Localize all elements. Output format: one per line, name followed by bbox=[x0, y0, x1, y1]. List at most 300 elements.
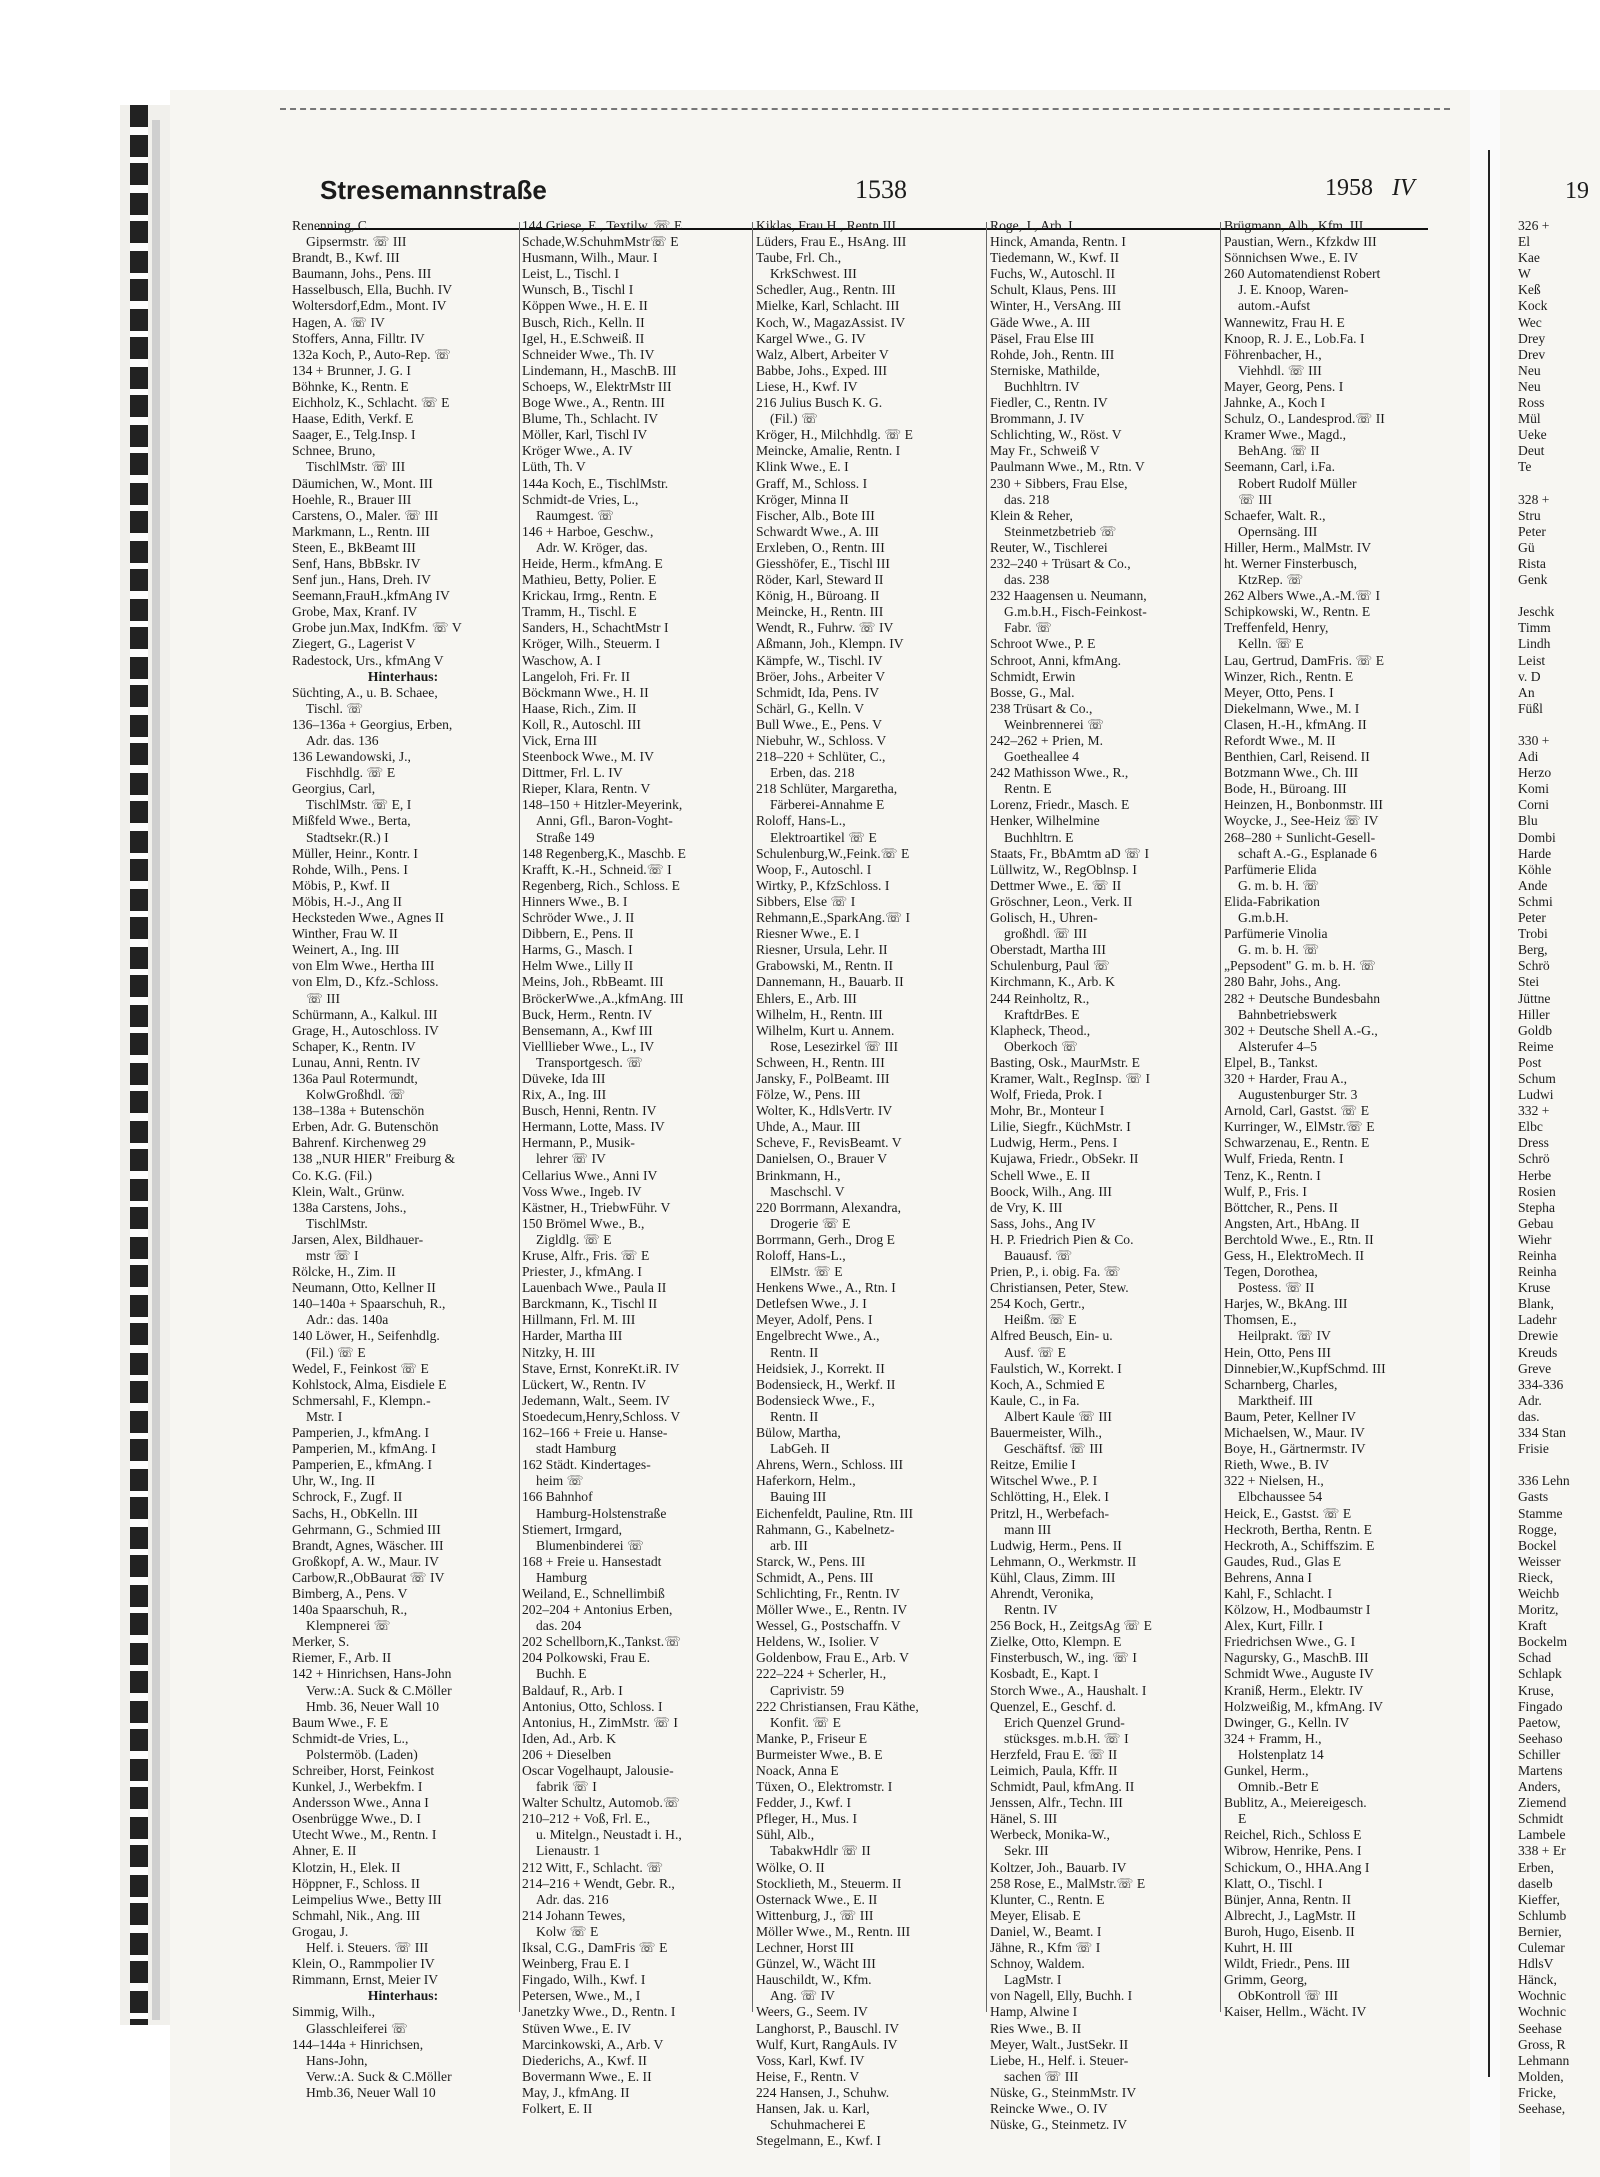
directory-entry: Michaelsen, W., Maur. IV bbox=[1224, 1425, 1365, 1441]
directory-entry: May Fr., Schweiß V bbox=[990, 443, 1100, 459]
directory-entry: Iksal, C.G., DamFris ☏ E bbox=[522, 1940, 668, 1956]
directory-entry: mann III bbox=[1004, 1521, 1052, 1537]
directory-entry: Werbeck, Monika-W., bbox=[990, 1827, 1110, 1843]
next-page-line: Fricke, bbox=[1518, 2084, 1557, 2100]
directory-entry: Diederichs, A., Kwf. II bbox=[522, 2052, 647, 2068]
next-page-line: Rosien bbox=[1518, 1183, 1556, 1199]
directory-entry: Lorenz, Friedr., Masch. E bbox=[990, 797, 1130, 813]
directory-entry: Meincke, H., Rentn. III bbox=[756, 604, 884, 620]
directory-entry: Walter Schultz, Automob.☏ bbox=[522, 1795, 680, 1811]
directory-entry: Rose, Lesezirkel ☏ III bbox=[770, 1038, 898, 1054]
directory-entry: Lechner, Horst III bbox=[756, 1940, 854, 1956]
directory-entry: Haase, Rich., Zim. II bbox=[522, 700, 637, 716]
directory-entry: Kühl, Claus, Zimm. III bbox=[990, 1569, 1116, 1585]
directory-entry: Schoeps, W., ElektrMstr III bbox=[522, 378, 672, 394]
next-page-line: v. D bbox=[1518, 668, 1541, 684]
directory-entry: Bauausf. ☏ bbox=[1004, 1248, 1073, 1263]
directory-entry: KrkSchwest. III bbox=[770, 266, 857, 282]
directory-entry: Lunau, Anni, Rentn. IV bbox=[292, 1054, 421, 1070]
directory-entry: Baldauf, R., Arb. I bbox=[522, 1682, 623, 1698]
directory-entry: Riemer, F., Arb. II bbox=[292, 1650, 392, 1666]
directory-entry: (Fil.) ☏ E bbox=[306, 1344, 366, 1360]
next-page-line: Peter bbox=[1518, 910, 1546, 926]
directory-entry: KraftdrBes. E bbox=[1004, 1006, 1080, 1022]
next-page-line: Lindh bbox=[1518, 636, 1551, 652]
directory-entry: 206 + Dieselben bbox=[522, 1746, 612, 1762]
directory-entry: 232–240 + Trüsart & Co., bbox=[990, 555, 1131, 571]
directory-entry: Gess, H., ElektroMech. II bbox=[1224, 1248, 1365, 1263]
directory-entry: Uhr, W., Ing. II bbox=[292, 1473, 375, 1489]
directory-entry: Geschäftsf. ☏ III bbox=[1004, 1441, 1103, 1457]
directory-entry: Elida-Fabrikation bbox=[1224, 893, 1320, 909]
next-page-line: Schlapk bbox=[1518, 1666, 1562, 1682]
directory-entry: Witschel Wwe., P. I bbox=[990, 1473, 1098, 1489]
directory-entry: Carstens, O., Maler. ☏ III bbox=[292, 507, 439, 523]
directory-entry: 146 + Harboe, Geschw., bbox=[522, 523, 654, 539]
directory-entry: Finsterbusch, W., ing. ☏ I bbox=[990, 1650, 1137, 1666]
directory-entry: Leimich, Paula, Kffr. II bbox=[990, 1763, 1118, 1778]
directory-entry: Krafft, K.-H., Schneid.☏ I bbox=[522, 861, 672, 877]
directory-entry: Antonius, Otto, Schloss. I bbox=[522, 1698, 663, 1714]
directory-entry: Bodensieck, H., Werkf. II bbox=[756, 1376, 896, 1392]
directory-entry: Stadtsekr.(R.) I bbox=[306, 829, 389, 845]
directory-entry: Mißfeld Wwe., Berta, bbox=[292, 813, 411, 829]
directory-entry: Prien, P., i. obig. Fa. ☏ bbox=[990, 1264, 1121, 1280]
directory-entry: Haase, Edith, Verkf. E bbox=[292, 411, 414, 427]
directory-entry: Kujawa, Friedr., ObSekr. II bbox=[990, 1151, 1139, 1167]
next-page-line: Dombi bbox=[1518, 829, 1556, 845]
directory-entry: Brinkmann, H., bbox=[756, 1167, 841, 1183]
directory-entry: Boye, H., Gärtnermstr. IV bbox=[1224, 1441, 1366, 1457]
directory-entry: Meyer, Elisab. E bbox=[990, 1907, 1081, 1923]
directory-entry: Polstermöb. (Laden) bbox=[306, 1746, 418, 1762]
directory-entry: Seemann, Carl, i.Fa. bbox=[1224, 459, 1335, 475]
directory-entry: Schaper, K., Rentn. IV bbox=[292, 1038, 416, 1054]
directory-entry: Rentn. II bbox=[770, 1408, 819, 1424]
directory-entry: autom.-Aufst bbox=[1238, 298, 1311, 314]
next-page-line: 336 Lehn bbox=[1518, 1473, 1570, 1489]
directory-entry: Ang. ☏ IV bbox=[770, 1988, 835, 2004]
directory-entry: Detlefsen Wwe., J. I bbox=[756, 1296, 867, 1312]
directory-entry: Bensemann, A., Kwf III bbox=[522, 1022, 653, 1038]
directory-entry: Stoffers, Anna, Filltr. IV bbox=[292, 330, 425, 346]
directory-entry: Adr.: das. 140a bbox=[306, 1312, 389, 1328]
directory-entry: Iden, Ad., Arb. K bbox=[522, 1730, 617, 1746]
directory-entry: Friedrichsen Wwe., G. I bbox=[1224, 1634, 1356, 1650]
directory-entry: Gunkel, Herm., bbox=[1224, 1763, 1309, 1778]
directory-entry: Harder, Martha III bbox=[522, 1328, 623, 1344]
directory-entry: ObKontroll ☏ III bbox=[1238, 1988, 1339, 2004]
directory-entry: Bröer, Johs., Arbeiter V bbox=[756, 668, 886, 684]
directory-entry: Wilhelm, H., Rentn. III bbox=[756, 1006, 883, 1022]
directory-entry: Böckmann Wwe., H. II bbox=[522, 684, 649, 700]
next-page-line: Kruse bbox=[1518, 1280, 1551, 1296]
directory-entry: Lüders, Frau E., HsAng. III bbox=[756, 234, 907, 250]
directory-entry: J. E. Knoop, Waren- bbox=[1238, 282, 1349, 298]
directory-entry: Gröschner, Leon., Verk. II bbox=[990, 893, 1133, 909]
directory-entry: Oscar Vogelhaupt, Jalousie- bbox=[522, 1763, 674, 1778]
directory-entry: 142 + Hinrichsen, Hans-John bbox=[292, 1666, 452, 1682]
directory-entry: Heise, F., Rentn. V bbox=[756, 2068, 860, 2084]
directory-entry: Woycke, J., See-Heiz ☏ IV bbox=[1224, 813, 1379, 829]
next-page-line: Goldb bbox=[1518, 1022, 1552, 1038]
directory-entry: Müller, Heinr., Kontr. I bbox=[292, 845, 418, 861]
directory-entry: Antonius, H., ZimMstr. ☏ I bbox=[522, 1714, 678, 1730]
directory-entry: sachen ☏ III bbox=[1004, 2068, 1079, 2084]
directory-entry: Adr. das. 216 bbox=[536, 1891, 609, 1907]
directory-entry: Lüth, Th. V bbox=[522, 459, 586, 475]
directory-entry: May, J., kfmAng. II bbox=[522, 2084, 630, 2100]
next-page-line: Ande bbox=[1518, 877, 1548, 893]
directory-entry: Hinterhaus: bbox=[367, 668, 439, 684]
directory-entry: heim ☏ bbox=[536, 1473, 584, 1489]
book-spine bbox=[130, 105, 148, 2025]
directory-entry: Co. K.G. (Fil.) bbox=[292, 1167, 373, 1183]
next-page-line: Paetow, bbox=[1518, 1714, 1561, 1730]
next-page-line: Greve bbox=[1518, 1360, 1552, 1376]
next-page-line: Post bbox=[1518, 1054, 1542, 1070]
directory-entry: Paustian, Wern., Kfzkdw III bbox=[1224, 234, 1377, 250]
directory-entry: Hmb.36, Neuer Wall 10 bbox=[306, 2084, 436, 2100]
directory-entry: Köppen Wwe., H. E. II bbox=[522, 298, 648, 314]
directory-entry: Uhde, A., Maur. III bbox=[756, 1119, 861, 1135]
next-page-line: Köhle bbox=[1518, 861, 1552, 877]
directory-entry: Rentn. IV bbox=[1004, 1602, 1058, 1618]
directory-entry: Husmann, Wilh., Maur. I bbox=[522, 250, 658, 266]
directory-entry: Meins, Joh., RbBeamt. III bbox=[522, 974, 664, 990]
directory-entry: Utecht Wwe., M., Rentn. I bbox=[292, 1827, 437, 1843]
directory-entry: 232 Haagensen u. Neumann, bbox=[990, 588, 1147, 604]
directory-entry: Blume, Th., Schlacht. IV bbox=[522, 411, 659, 427]
directory-entry: Klein, Walt., Grünw. bbox=[292, 1183, 405, 1199]
page-number: 1538 bbox=[855, 175, 907, 204]
next-page-line: Deut bbox=[1518, 443, 1545, 459]
next-page-line: 338 + Er bbox=[1518, 1843, 1566, 1859]
directory-entry: Pamperien, M., kfmAng. I bbox=[292, 1441, 436, 1457]
directory-entry: Jedemann, Walt., Seem. IV bbox=[522, 1392, 670, 1408]
directory-entry: BröckerWwe.,A.,kfmAng. III bbox=[522, 990, 684, 1006]
next-page-number: 19 bbox=[1565, 178, 1589, 204]
directory-entry: Reincke Wwe., O. IV bbox=[990, 2100, 1108, 2116]
column-separator bbox=[986, 222, 987, 2012]
directory-entry: Fuchs, W., Autoschl. II bbox=[990, 266, 1115, 282]
directory-entry: 138 „NUR HIER" Freiburg & bbox=[292, 1151, 456, 1167]
next-page-line: Kock bbox=[1518, 298, 1548, 314]
directory-entry: Lückert, W., Rentn. IV bbox=[522, 1376, 647, 1392]
directory-entry: Fedder, J., Kwf. I bbox=[756, 1795, 851, 1811]
next-page-line: Drev bbox=[1518, 346, 1546, 362]
directory-entry: Hänel, S. III bbox=[990, 1811, 1058, 1827]
directory-entry: Weers, G., Seem. IV bbox=[756, 2004, 868, 2020]
directory-entry: Riesner Wwe., E. I bbox=[756, 926, 860, 942]
column-separator bbox=[752, 222, 753, 2012]
directory-entry: KolwGroßhdl. ☏ bbox=[306, 1087, 406, 1103]
directory-entry: Päsel, Frau Else III bbox=[990, 330, 1095, 346]
directory-entry: Kosbadt, E., Kapt. I bbox=[990, 1666, 1099, 1682]
directory-entry: 260 Automatendienst Robert bbox=[1224, 266, 1381, 282]
directory-entry: 132a Koch, P., Auto-Rep. ☏ bbox=[292, 346, 451, 362]
directory-entry: 256 Bock, H., ZeitgsAg ☏ E bbox=[990, 1618, 1152, 1634]
directory-entry: Winzer, Rich., Rentn. E bbox=[1224, 668, 1354, 684]
directory-entry: Wölke, O. II bbox=[756, 1859, 825, 1875]
next-page-line: Bernier, bbox=[1518, 1923, 1562, 1939]
directory-entry: Kraniß, Herm., Elektr. IV bbox=[1224, 1682, 1364, 1698]
directory-entry: Rehmann,E.,SparkAng.☏ I bbox=[756, 910, 911, 926]
directory-entry: Lauenbach Wwe., Paula II bbox=[522, 1280, 667, 1296]
directory-entry: Meyer, Adolf, Pens. I bbox=[756, 1312, 873, 1328]
directory-entry: Gäde Wwe., A. III bbox=[990, 314, 1091, 330]
directory-entry: Fiedler, C., Rentn. IV bbox=[990, 395, 1108, 411]
directory-entry: Stoedecum,Henry,Schloss. V bbox=[522, 1408, 681, 1424]
directory-entry: Buck, Herm., Rentn. IV bbox=[522, 1006, 653, 1022]
directory-entry: Möbis, P., Kwf. II bbox=[292, 877, 390, 893]
directory-entry: 162 Städt. Kindertages- bbox=[522, 1457, 651, 1473]
directory-entry: Zigldlg. ☏ E bbox=[536, 1231, 612, 1247]
directory-entry: 230 + Sibbers, Frau Else, bbox=[990, 475, 1128, 491]
directory-entry: Erben, das. 218 bbox=[770, 765, 855, 781]
next-page-line: Blank, bbox=[1518, 1296, 1554, 1312]
next-page-line: Kraft bbox=[1518, 1618, 1547, 1634]
directory-entry: 302 + Deutsche Shell A.-G., bbox=[1224, 1022, 1378, 1038]
directory-entry: TischlMstr. ☏ E, I bbox=[306, 797, 412, 813]
directory-entry: ElMstr. ☏ E bbox=[770, 1264, 843, 1280]
directory-entry: Schürmann, A., Kalkul. III bbox=[292, 1006, 438, 1022]
directory-entry: Hinterhaus: bbox=[367, 1988, 439, 2004]
directory-entry: Wirtky, P., KfzSchloss. I bbox=[756, 877, 890, 893]
directory-entry: Robert Rudolf Müller bbox=[1238, 475, 1357, 491]
directory-entry: Pfleger, H., Mus. I bbox=[756, 1811, 858, 1827]
directory-entry: Danielsen, O., Brauer V bbox=[756, 1151, 888, 1167]
directory-entry: Mohr, Br., Monteur I bbox=[990, 1103, 1105, 1119]
directory-entry: Heick, E., Gastst. ☏ E bbox=[1224, 1505, 1352, 1521]
directory-entry: Vielllieber Wwe., L., IV bbox=[522, 1038, 655, 1054]
directory-entry: mstr ☏ I bbox=[306, 1248, 359, 1263]
directory-entry: 212 Witt, F., Schlacht. ☏ bbox=[522, 1859, 664, 1875]
directory-entry: Kahl, F., Schlacht. I bbox=[1224, 1585, 1333, 1601]
directory-entry: ☏ III bbox=[306, 990, 340, 1006]
directory-entry: Schrock, F., Zugf. II bbox=[292, 1489, 403, 1505]
directory-entry: Transportgesch. ☏ bbox=[536, 1054, 644, 1070]
directory-entry: Schwardt Wwe., A. III bbox=[756, 523, 879, 539]
column-5 bbox=[1224, 218, 1456, 2018]
directory-entry: 324 + Framm, H., bbox=[1224, 1730, 1322, 1746]
next-page-line: Reime bbox=[1518, 1038, 1554, 1054]
directory-entry: 148–150 + Hitzler-Meyerink, bbox=[522, 797, 683, 813]
directory-entry: Hecksteden Wwe., Agnes II bbox=[292, 910, 444, 926]
directory-entry: Maschschl. V bbox=[770, 1183, 845, 1199]
directory-entry: Wittenburg, J., ☏ III bbox=[756, 1907, 874, 1923]
directory-entry: Kiklas, Frau H., Rentn III bbox=[756, 218, 897, 233]
next-page-line: Moritz, bbox=[1518, 1602, 1559, 1618]
directory-entry: Sterniske, Mathilde, bbox=[990, 362, 1100, 378]
directory-entry: (Fil.) ☏ bbox=[770, 411, 818, 427]
directory-entry: Kargel Wwe., G. IV bbox=[756, 330, 866, 346]
directory-entry: Herzfeld, Frau E. ☏ II bbox=[990, 1746, 1118, 1762]
directory-entry: Grogau, J. bbox=[292, 1923, 349, 1939]
directory-entry: König, H., Büroang. II bbox=[756, 588, 880, 604]
directory-entry: Klempnerei ☏ bbox=[306, 1618, 391, 1634]
directory-entry: Sanders, H., SchachtMstr I bbox=[522, 620, 669, 636]
next-page-line: Lehmann bbox=[1518, 2052, 1570, 2068]
directory-entry: das. 218 bbox=[1004, 491, 1050, 507]
next-page-line: Gebau bbox=[1518, 1215, 1554, 1231]
directory-entry: Hamp, Alwine I bbox=[990, 2004, 1078, 2020]
next-page-line: Dress bbox=[1518, 1135, 1549, 1151]
directory-entry: Dibbern, E., Pens. II bbox=[522, 926, 634, 942]
directory-entry: Georgius, Carl, bbox=[292, 781, 376, 797]
directory-entry: Golisch, H., Uhren- bbox=[990, 910, 1098, 926]
directory-entry: Boge Wwe., A., Rentn. III bbox=[522, 395, 665, 411]
directory-entry: Regenberg, Rich., Schloss. E bbox=[522, 877, 680, 893]
directory-entry: Konfit. ☏ E bbox=[770, 1714, 841, 1730]
directory-entry: von Elm Wwe., Hertha III bbox=[292, 958, 435, 974]
directory-entry: Scheve, F., RevisBeamt. V bbox=[756, 1135, 902, 1151]
directory-entry: von Nagell, Elly, Buchh. I bbox=[990, 1988, 1133, 2004]
next-page-line: Gü bbox=[1518, 539, 1535, 555]
column-3 bbox=[756, 218, 982, 2149]
next-page-line: HdlsV bbox=[1518, 1956, 1554, 1972]
directory-entry: 140–140a + Spaarschuh, R., bbox=[292, 1296, 446, 1312]
directory-entry: Liese, H., Kwf. IV bbox=[756, 378, 858, 394]
directory-entry: 214–216 + Wendt, Gebr. R., bbox=[522, 1875, 675, 1891]
directory-entry: Ziegert, G., Lagerist V bbox=[292, 636, 416, 652]
directory-entry: Bülow, Martha, bbox=[756, 1425, 841, 1441]
directory-entry: Rahmann, G., Kabelnetz- bbox=[756, 1521, 895, 1537]
next-page-line: Weisser bbox=[1518, 1553, 1561, 1569]
directory-entry: Dettmer Wwe., E. ☏ II bbox=[990, 877, 1122, 893]
next-page-line: Schlumb bbox=[1518, 1907, 1567, 1923]
next-page-line bbox=[1518, 476, 1600, 492]
directory-entry: Nüske, G., SteinmMstr. IV bbox=[990, 2084, 1137, 2100]
directory-entry: H. P. Friedrich Pien & Co. bbox=[990, 1231, 1134, 1247]
directory-entry: Verw.:A. Suck & C.Möller bbox=[306, 1682, 452, 1698]
next-page-line: Hänck, bbox=[1518, 1972, 1557, 1988]
directory-entry: Knoop, R. J. E., Lob.Fa. I bbox=[1224, 330, 1365, 346]
directory-entry: Brommann, J. IV bbox=[990, 411, 1085, 427]
directory-entry: Sekr. III bbox=[1004, 1843, 1049, 1859]
directory-entry: Wolter, K., HdlsVertr. IV bbox=[756, 1103, 893, 1119]
directory-entry: LagMstr. I bbox=[1004, 1972, 1062, 1988]
directory-entry: Pamperien, J., kfmAng. I bbox=[292, 1425, 430, 1441]
directory-entry: Möbis, H.-J., Ang II bbox=[292, 893, 402, 909]
directory-entry: Glasschleiferei ☏ bbox=[306, 2020, 408, 2036]
directory-entry: LabGeh. II bbox=[770, 1441, 830, 1457]
directory-entry: 238 Trüsart & Co., bbox=[990, 700, 1093, 716]
directory-entry: Lau, Gertrud, DamFris. ☏ E bbox=[1224, 652, 1385, 668]
directory-entry: 282 + Deutsche Bundesbahn bbox=[1224, 990, 1381, 1006]
directory-entry: Jenssen, Alfr., Techn. III bbox=[990, 1795, 1123, 1811]
directory-entry: Süchting, A., u. B. Schaee, bbox=[292, 684, 438, 700]
directory-entry: Riesner, Ursula, Lehr. II bbox=[756, 942, 888, 958]
next-page-line: Lambele bbox=[1518, 1827, 1566, 1843]
next-page-line: Kae bbox=[1518, 250, 1540, 266]
next-page-line: Timm bbox=[1518, 620, 1551, 636]
directory-entry: Elpel, B., Tankst. bbox=[1224, 1054, 1318, 1070]
directory-entry: Weinert, A., Ing. III bbox=[292, 942, 400, 958]
directory-entry: Reuter, W., Tischlerei bbox=[990, 539, 1108, 555]
directory-entry: Tenz, K., Rentn. I bbox=[1224, 1167, 1321, 1183]
next-page-line: 334 Stan bbox=[1518, 1425, 1566, 1441]
directory-entry: Gipsermstr. ☏ III bbox=[306, 234, 407, 250]
directory-entry: Osenbrügge Wwe., D. I bbox=[292, 1811, 421, 1827]
directory-entry: Bahrenf. Kirchenweg 29 bbox=[292, 1135, 426, 1151]
directory-entry: Wedel, F., Feinkost ☏ E bbox=[292, 1360, 429, 1376]
directory-entry: Bünjer, Anna, Rentn. II bbox=[1224, 1891, 1352, 1907]
directory-entry: Dinnebier,W.,KupfSchmd. III bbox=[1224, 1360, 1386, 1376]
street-heading: Stresemannstraße bbox=[320, 175, 547, 205]
directory-entry: 138a Carstens, Johs., bbox=[292, 1199, 407, 1215]
directory-entry: Stave, Ernst, KonreKt.iR. IV bbox=[522, 1360, 680, 1376]
directory-entry: Schnoy, Waldem. bbox=[990, 1956, 1085, 1972]
directory-entry: Schulenburg,W.,Feink.☏ E bbox=[756, 845, 910, 861]
directory-entry: Bublitz, A., Meiereigesch. bbox=[1224, 1795, 1367, 1811]
directory-entry: Wulf, Frieda, Rentn. I bbox=[1224, 1151, 1344, 1167]
directory-entry: Langhorst, P., Bauschl. IV bbox=[756, 2020, 900, 2036]
directory-entry: Lindemann, H., MaschB. III bbox=[522, 362, 677, 378]
directory-entry: Brandt, Agnes, Wäscher. III bbox=[292, 1537, 444, 1553]
directory-entry: Adr. W. Kröger, das. bbox=[536, 539, 648, 555]
column-4 bbox=[990, 218, 1216, 2133]
directory-entry: Henker, Wilhelmine bbox=[990, 813, 1100, 829]
directory-entry: 322 + Nielsen, H., bbox=[1224, 1473, 1324, 1489]
next-page-line: Stamme bbox=[1518, 1505, 1563, 1521]
directory-entry: Verw.:A. Suck & C.Möller bbox=[306, 2068, 452, 2084]
directory-entry: Sibbers, Else ☏ I bbox=[756, 893, 856, 909]
directory-entry: Heinzen, H., Bonbonmstr. III bbox=[1224, 797, 1383, 813]
directory-entry: Fischhdlg. ☏ E bbox=[306, 765, 396, 781]
directory-entry: 140a Spaarschuh, R., bbox=[292, 1602, 408, 1618]
directory-entry: Kaiser, Hellm., Wächt. IV bbox=[1224, 2004, 1367, 2020]
directory-entry: Meincke, Amalie, Rentn. I bbox=[756, 443, 901, 459]
next-page-line: Frisie bbox=[1518, 1441, 1549, 1457]
directory-entry: Klink Wwe., E. I bbox=[756, 459, 849, 475]
directory-entry: Quenzel, E., Geschf. d. bbox=[990, 1698, 1117, 1714]
directory-entry: Heckroth, Bertha, Rentn. E bbox=[1224, 1521, 1372, 1537]
directory-entry: Ries Wwe., B. II bbox=[990, 2020, 1082, 2036]
directory-entry: Schmidt, A., Pens. III bbox=[756, 1569, 874, 1585]
directory-entry: Drogerie ☏ E bbox=[770, 1215, 851, 1231]
directory-entry: Wendt, R., Fuhrw. ☏ IV bbox=[756, 620, 894, 636]
next-page-line: Kieffer, bbox=[1518, 1891, 1560, 1907]
directory-entry: Weinbrennerei ☏ bbox=[1004, 716, 1105, 732]
next-page-line: Rieck, bbox=[1518, 1569, 1554, 1585]
directory-entry: Behrens, Anna I bbox=[1224, 1569, 1312, 1585]
directory-entry: Dittmer, Frl. L. IV bbox=[522, 765, 623, 781]
directory-entry: Buchhltrn. IV bbox=[1004, 378, 1080, 394]
next-page-line bbox=[1518, 588, 1600, 604]
directory-entry: Sönnichsen Wwe., E. IV bbox=[1224, 250, 1359, 266]
directory-entry: 166 Bahnhof bbox=[522, 1489, 593, 1505]
next-page-line: Trobi bbox=[1518, 926, 1548, 942]
directory-entry: Wilhelm, Kurt u. Annem. bbox=[756, 1022, 895, 1038]
directory-entry: Dannemann, H., Bauarb. II bbox=[756, 974, 904, 990]
directory-entry: Meyer, Walt., JustSekr. II bbox=[990, 2036, 1129, 2052]
directory-entry: Mstr. I bbox=[306, 1408, 343, 1424]
directory-entry: Diekelmann, Wwe., M. I bbox=[1224, 700, 1360, 716]
next-page-line: Schiller bbox=[1518, 1746, 1561, 1762]
directory-entry: Holstenplatz 14 bbox=[1238, 1746, 1324, 1762]
directory-entry: das. 238 bbox=[1004, 572, 1050, 588]
directory-entry: Sachs, H., ObKelln. III bbox=[292, 1505, 418, 1521]
next-page-line: 332 + bbox=[1518, 1103, 1550, 1119]
directory-entry: Heilprakt. ☏ IV bbox=[1238, 1328, 1331, 1344]
directory-entry: Böttcher, R., Pens. II bbox=[1224, 1199, 1338, 1215]
next-page-line: 330 + bbox=[1518, 733, 1550, 748]
directory-entry: 268–280 + Sunlicht-Gesell- bbox=[1224, 829, 1376, 845]
directory-entry: Schroot Wwe., P. E bbox=[990, 636, 1096, 652]
directory-entry: Koch, W., MagazAssist. IV bbox=[756, 314, 906, 330]
directory-entry: Kohlstock, Alma, Eisdiele E bbox=[292, 1376, 447, 1392]
